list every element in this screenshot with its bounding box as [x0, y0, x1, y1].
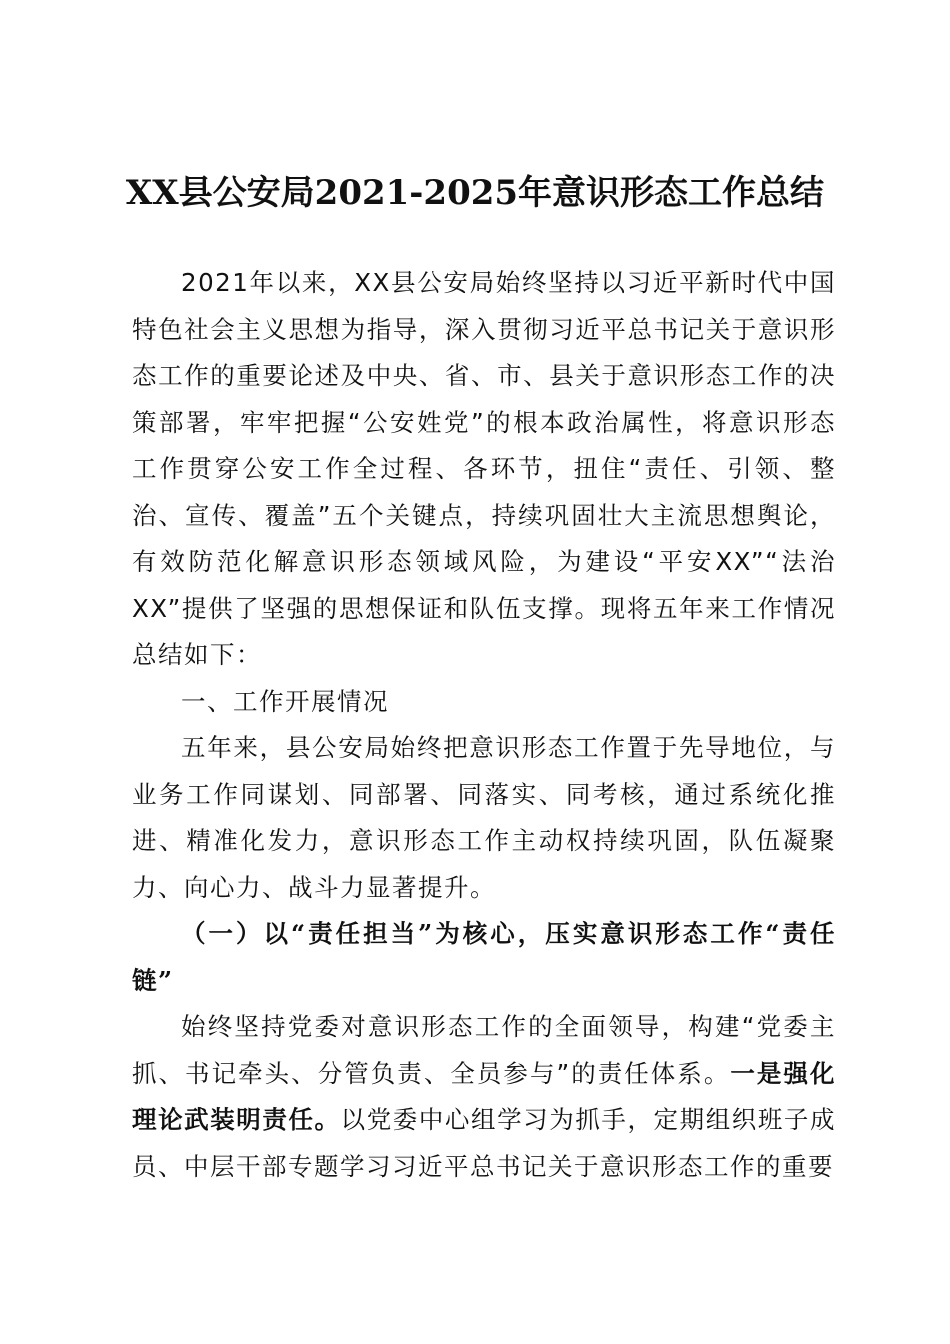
document-body — [132, 260, 836, 1190]
subsection-paragraph — [132, 1004, 836, 1190]
subsection-heading: （一）以“责任担当”为核心，压实意识形态工作“责任链” — [132, 919, 836, 995]
subsection-lead-text: 始终坚持党委对意识形态工作的全面领导，构建“党委主抓、书记牵头、分管负责、全员参与”的责任体系。 — [132, 1012, 836, 1088]
section-paragraph: 五年来，县公安局始终把意识形态工作置于先导地位，与业务工作同谋划、同部署、同落实、同考核，通过系统化推进、精准化发力，意识形态工作主动权持续巩固，队伍凝聚力、向心力、战斗力显著提升。 — [132, 733, 836, 902]
intro-paragraph: 2021年以来，XX县公安局始终坚持以习近平新时代中国特色社会主义思想为指导，深入贯彻习近平总书记关于意识形态工作的重要论述及中央、省、市、县关于意识形态工作的决策部署，牢牢把握“公安姓党”的根本政治属性，将意识形态工作贯穿公安工作全过程、各环节，扭住“责任、引领、整治、宣传、覆盖”五个关键点，持续巩固壮大主流思想舆论，有效防范化解意识形态领域风险，为建设“平安XX”“法治XX”提供了坚强的思想保证和队伍支撑。现将五年来工作情况总结如下： — [132, 268, 836, 669]
point-label: 一是强化理论武装明责任。 — [132, 1058, 836, 1134]
section-heading: 一、工作开展情况 — [181, 686, 389, 716]
point-text: 以党委中心组学习为抓手，定期组织班子成员、中层干部专题学习习近平总书记关于意识形态工作的重要 — [132, 1105, 837, 1181]
document-title: XX县公安局2021-2025年意识形态工作总结 — [125, 173, 825, 213]
